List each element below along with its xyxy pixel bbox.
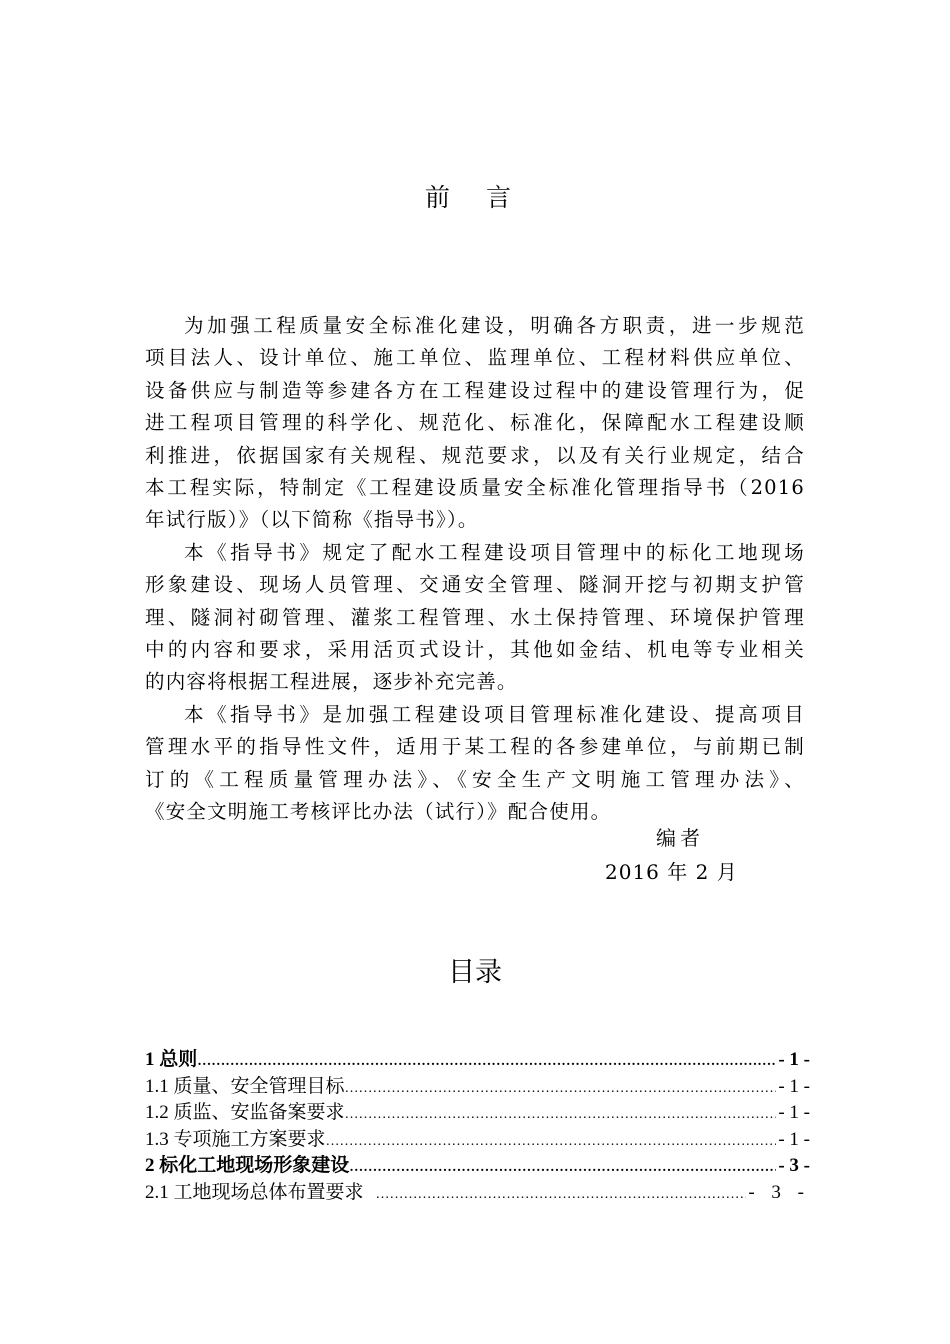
preface-body [145, 310, 805, 829]
toc-entry-label: 2.1 工地现场总体布置要求 [145, 1181, 364, 1203]
toc-entry[interactable] [145, 1150, 810, 1177]
text-line: 订的《工程质量管理办法》、《安全生产文明施工管理办法》、 [145, 767, 805, 791]
text-line: 理、隧洞衬砌管理、灌浆工程管理、水土保持管理、环境保护管理 [145, 605, 805, 629]
toc-entry-page: - 1 - [778, 1102, 810, 1123]
text-line: 的内容将根据工程进展，逐步补充完善。 [145, 670, 518, 694]
toc-entry-label: 1.2 质监、安监备案要求 [145, 1102, 345, 1123]
toc-entry[interactable] [145, 1071, 810, 1098]
text-line: 设备供应与制造等参建各方在工程建设过程中的建设管理行为，促 [145, 378, 805, 402]
toc-entry[interactable] [145, 1177, 810, 1204]
text-line: 本《指导书》是加强工程建设项目管理标准化建设、提高项目 [184, 702, 805, 726]
toc-entry-page: - 1 - [778, 1049, 810, 1070]
text-line: 进工程项目管理的科学化、规范化、标准化，保障配水工程建设顺 [145, 411, 805, 435]
text-line: 年试行版）》（以下简称《指导书》）。 [145, 508, 479, 532]
text-line: 本工程实际，特制定《工程建设质量安全标准化管理指导书（2016 [145, 476, 805, 500]
toc-dot-leader [345, 1081, 777, 1097]
toc-entry-label: 1.1 质量、安全管理目标 [145, 1075, 345, 1097]
text-line: 项目法人、设计单位、施工单位、监理单位、工程材料供应单位、 [145, 346, 805, 370]
preface-paragraph-1 [145, 310, 805, 537]
toc-entry[interactable] [145, 1044, 810, 1071]
preface-date: 2016 年 2 月 [605, 860, 738, 884]
toc-entry-page: - 1 - [778, 1075, 810, 1097]
toc-dot-leader [349, 1160, 776, 1176]
toc-entry-label: 1 总则 [145, 1049, 198, 1070]
toc-entry-page: - 3 - [748, 1181, 810, 1203]
text-line: 管理水平的指导性文件，适用于某工程的各参建单位，与前期已制 [145, 735, 805, 759]
preface-author: 编者 [656, 826, 704, 850]
toc-dot-leader [376, 1187, 747, 1203]
table-of-contents [145, 1044, 810, 1203]
toc-entry[interactable] [145, 1097, 810, 1124]
toc-dot-leader [345, 1107, 777, 1123]
text-line: 利推进，依据国家有关规程、规范要求，以及有关行业规定，结合 [145, 443, 805, 467]
preface-paragraph-2 [145, 537, 805, 699]
toc-dot-leader [197, 1054, 776, 1070]
toc-entry-label: 1.3 专项施工方案要求 [145, 1128, 326, 1150]
toc-entry-page: - 1 - [778, 1128, 810, 1150]
toc-entry[interactable] [145, 1124, 810, 1151]
preface-title: 前 言 [425, 183, 525, 212]
text-line: 本《指导书》规定了配水工程建设项目管理中的标化工地现场 [184, 540, 805, 564]
text-line: 形象建设、现场人员管理、交通安全管理、隧洞开挖与初期支护管 [145, 573, 805, 597]
toc-entry-label: 2 标化工地现场形象建设 [145, 1155, 350, 1176]
toc-entry-page: - 3 - [778, 1155, 810, 1176]
text-line: 中的内容和要求，采用活页式设计，其他如金结、机电等专业相关 [145, 638, 805, 662]
toc-dot-leader [326, 1134, 777, 1150]
text-line: 为加强工程质量安全标准化建设，明确各方职责，进一步规范 [184, 314, 805, 337]
preface-paragraph-3 [145, 699, 805, 829]
toc-title: 目录 [448, 957, 502, 988]
text-line: 《安全文明施工考核评比办法（试行）》配合使用。 [145, 800, 612, 824]
